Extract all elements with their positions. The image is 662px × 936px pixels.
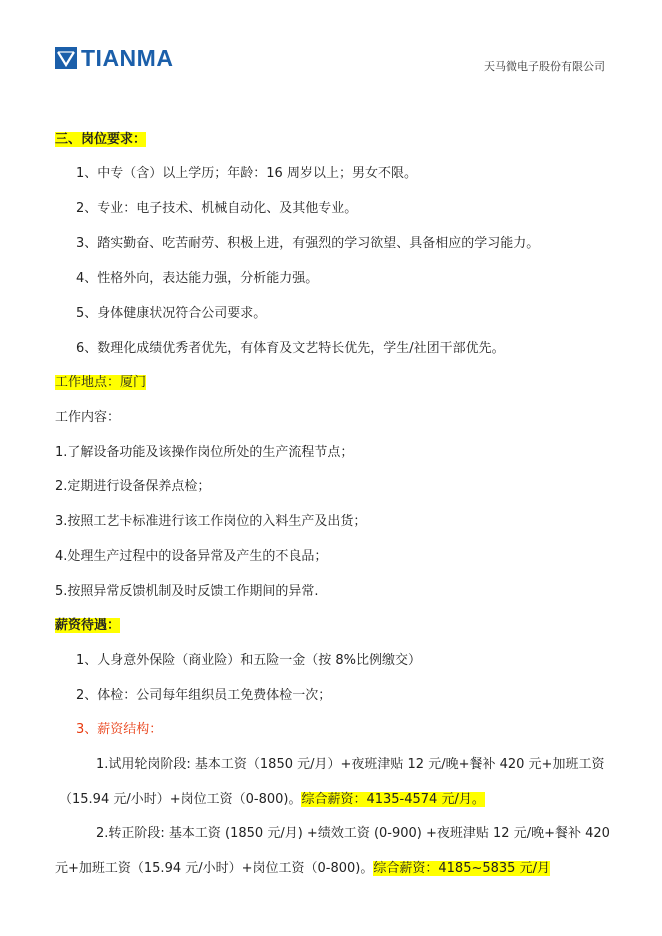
salary-structure-label: 3、薪资结构： — [76, 722, 163, 737]
requirement-item: 6、数理化成绩优秀者优先，有体育及文艺特长优先，学生/社团干部优先。 — [76, 341, 505, 356]
requirement-item: 1、中专（含）以上学历；年龄：16 周岁以上；男女不限。 — [76, 166, 417, 181]
work-item: 1.了解设备功能及该操作岗位所处的生产流程节点； — [55, 445, 354, 460]
work-item: 4.处理生产过程中的设备异常及产生的不良品； — [55, 549, 328, 564]
work-item: 5.按照异常反馈机制及时反馈工作期间的异常. — [55, 584, 319, 599]
salary-heading: 薪资待遇： — [55, 618, 121, 633]
work-location: 工作地点：厦门 — [55, 375, 147, 390]
logo-text: TIANMA — [81, 45, 174, 71]
tianma-logo — [55, 46, 173, 70]
regular-total-salary: 综合薪资：4185~5835 元/月 — [373, 861, 550, 876]
regular-salary-line2: 元+加班工资（15.94 元/小时）+岗位工资（0-800)。综合薪资：4185~5835 元/月 — [55, 861, 550, 876]
tianma-logo-icon — [55, 47, 77, 69]
salary-item: 2、体检：公司每年组织员工免费体检一次； — [76, 688, 332, 703]
regular-salary-line1: 2.转正阶段: 基本工资 (1850 元/月) +绩效工资 (0-900) +夜班津贴 12 元/晚+餐补 420 — [96, 826, 610, 841]
trial-salary-line1: 1.试用轮岗阶段: 基本工资（1850 元/月）+夜班津贴 12 元/晚+餐补 420 元+加班工资 — [96, 757, 605, 772]
requirement-item: 2、专业：电子技术、机械自动化、及其他专业。 — [76, 201, 358, 216]
requirement-item: 3、踏实勤奋、吃苦耐劳、积极上进，有强烈的学习欲望、具备相应的学习能力。 — [76, 236, 540, 251]
trial-total-salary: 综合薪资：4135-4574 元/月。 — [301, 792, 485, 807]
requirements-heading: 三、岗位要求： — [55, 132, 147, 147]
salary-item: 1、人身意外保险（商业险）和五险一金（按 8%比例缴交） — [76, 653, 422, 668]
work-content-heading: 工作内容： — [55, 410, 121, 425]
work-item: 2.定期进行设备保养点检； — [55, 479, 211, 494]
requirement-item: 4、性格外向，表达能力强，分析能力强。 — [76, 271, 319, 286]
requirement-item: 5、身体健康状况符合公司要求。 — [76, 306, 267, 321]
company-name: 天马微电子股份有限公司 — [484, 60, 605, 73]
work-item: 3.按照工艺卡标准进行该工作岗位的入料生产及出货； — [55, 514, 367, 529]
trial-salary-line2: （15.94 元/小时）+岗位工资（0-800)。综合薪资：4135-4574 元/月。 — [59, 792, 485, 807]
